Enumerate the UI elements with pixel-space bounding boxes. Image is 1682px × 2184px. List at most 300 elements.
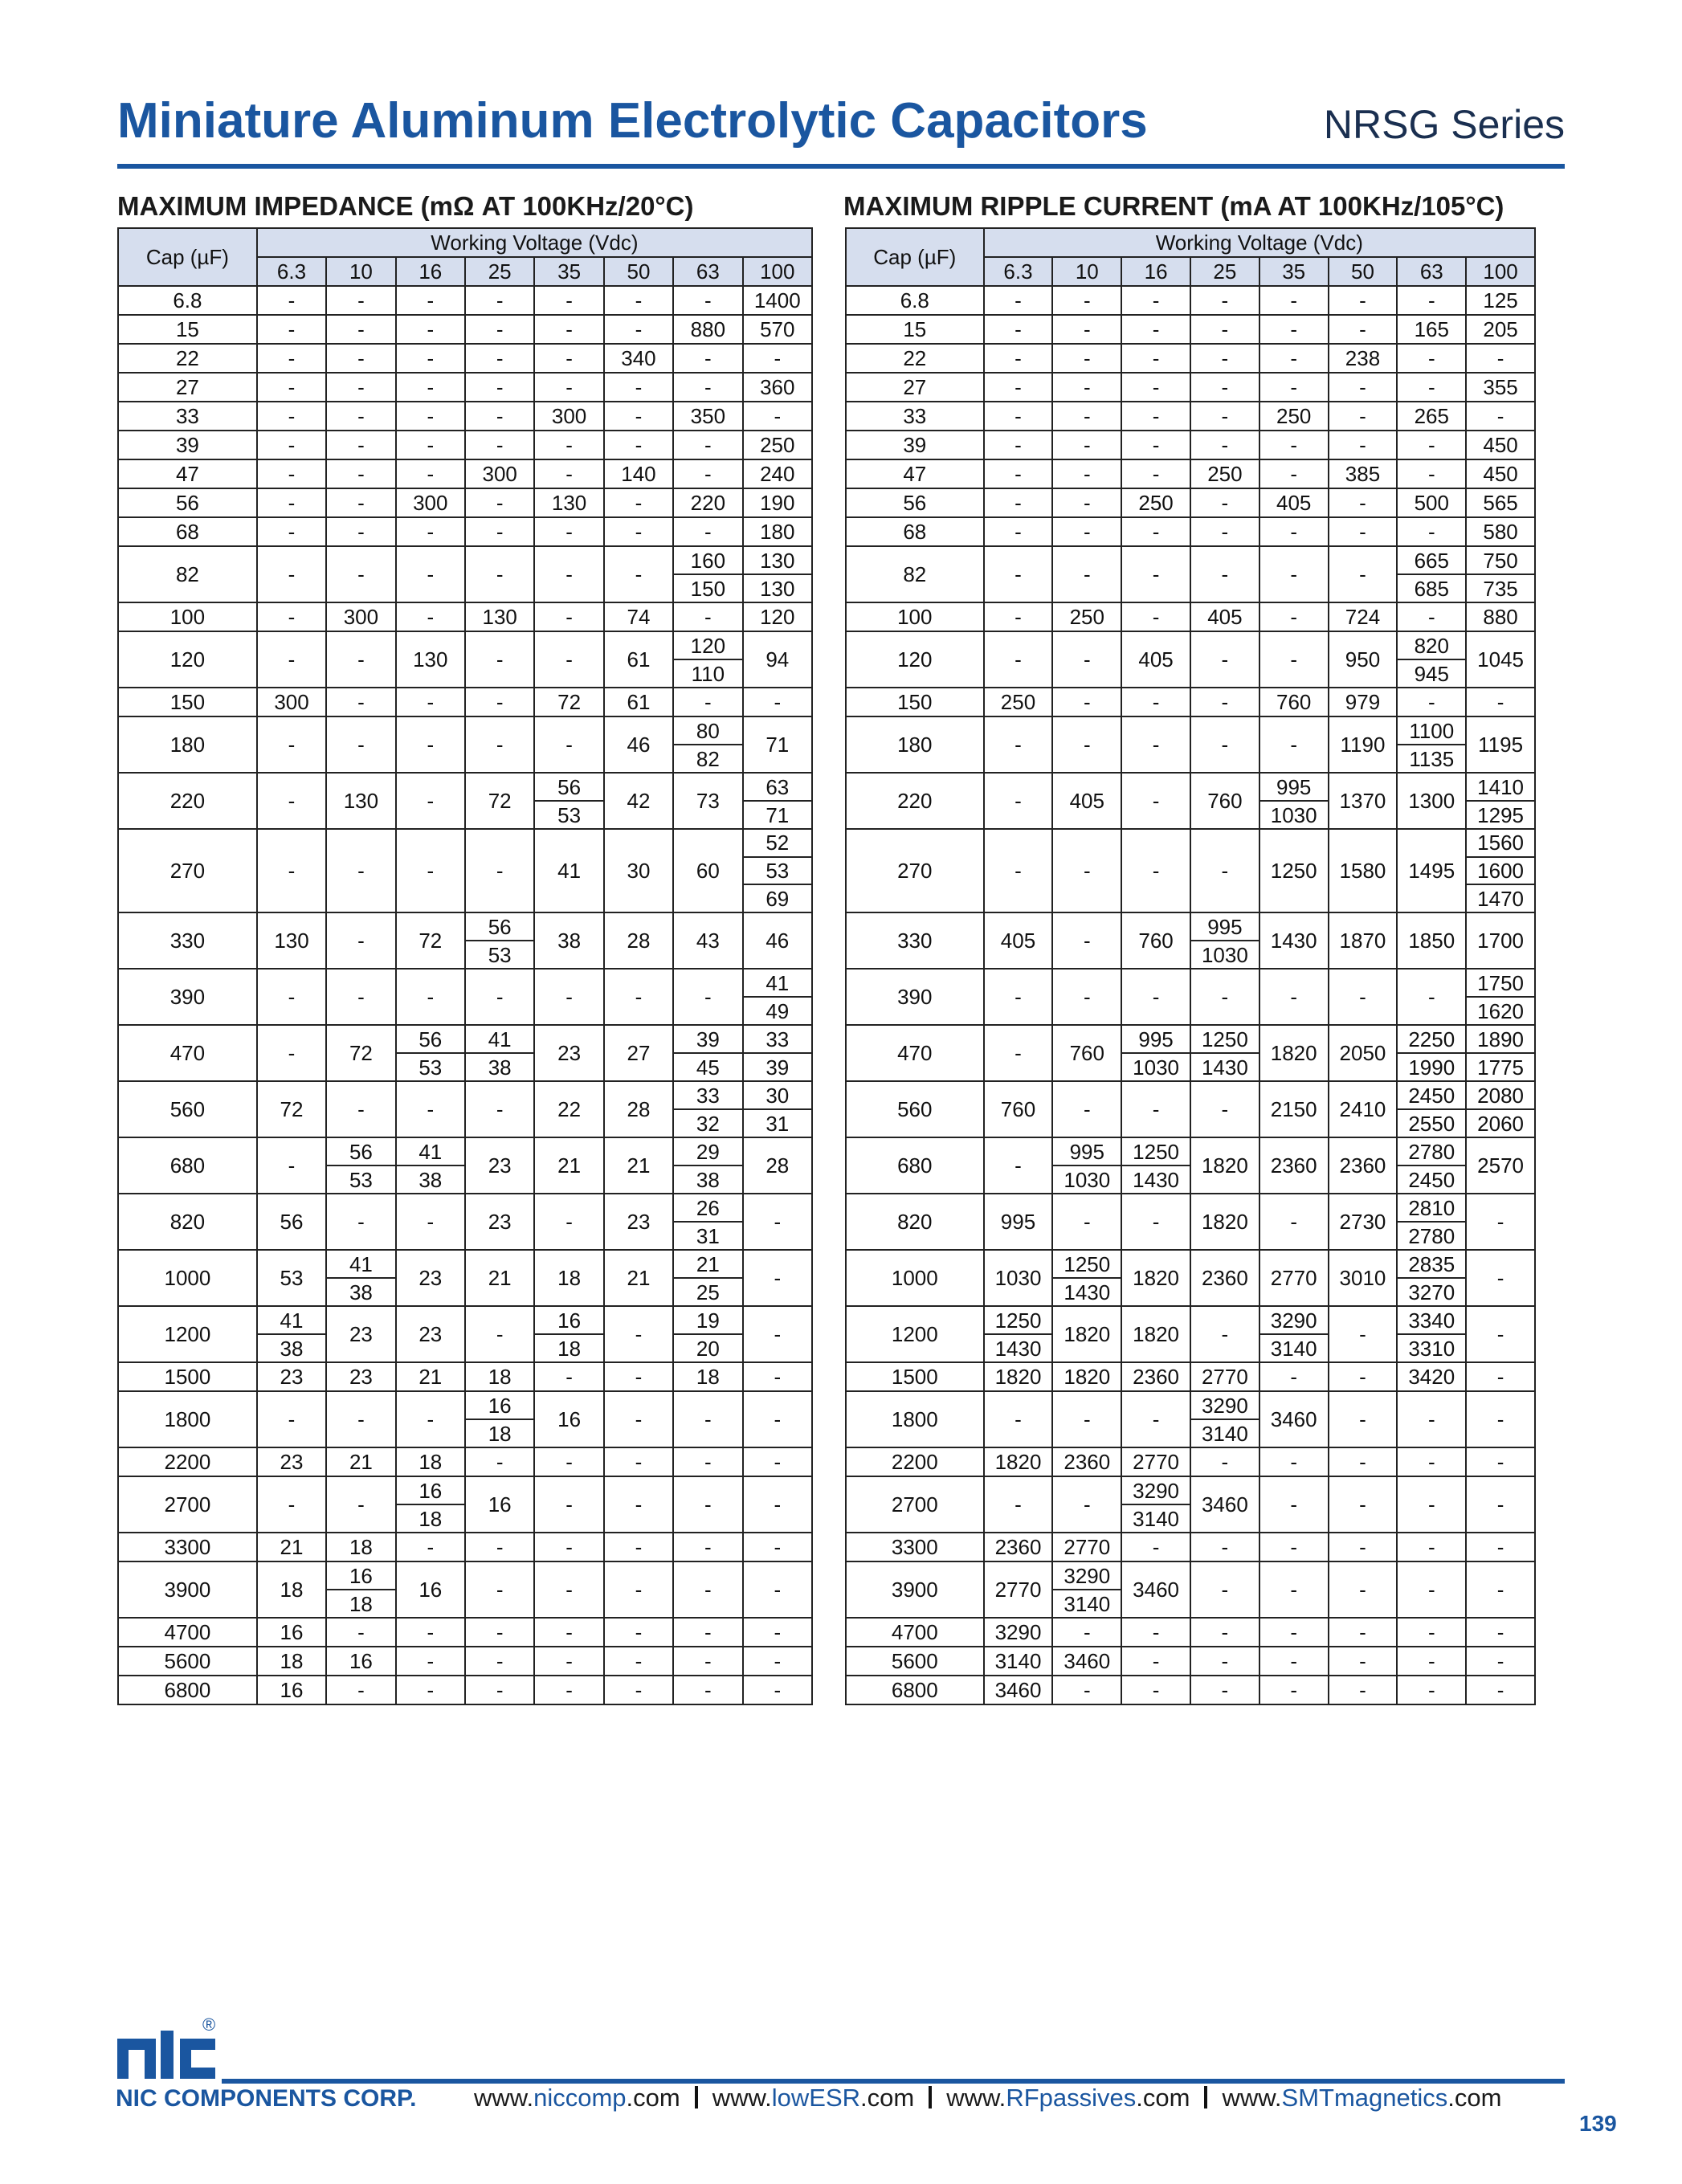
table-cell — [1052, 1250, 1121, 1306]
table-cell: - — [326, 969, 395, 1025]
table-cell: 2770 — [984, 1561, 1053, 1618]
table-cell: 94 — [743, 631, 812, 688]
table-row — [846, 1194, 1535, 1250]
table-cell: - — [1259, 517, 1329, 546]
table-cell: - — [1259, 1618, 1329, 1647]
table-cell: 18 — [673, 1362, 742, 1391]
table-cell: - — [743, 1250, 812, 1306]
table-cell: 1300 — [1397, 773, 1466, 829]
table-cell: - — [1329, 431, 1398, 459]
cap-header: Cap (µF) — [846, 228, 984, 286]
cap-value: 68 — [846, 517, 984, 546]
table-cell — [1190, 1391, 1259, 1447]
table-cell: - — [1466, 1250, 1535, 1306]
cap-value: 6800 — [846, 1676, 984, 1704]
table-subcell: 3140 — [1191, 1419, 1259, 1447]
table-cell: - — [1259, 1533, 1329, 1561]
table-subcell: 30 — [765, 1083, 790, 1108]
voltage-header: 25 — [465, 257, 534, 286]
table-cell: - — [984, 373, 1053, 402]
table-cell: 23 — [257, 1362, 326, 1391]
table-cell — [465, 912, 534, 969]
table-cell: 1850 — [1397, 912, 1466, 969]
table-cell — [673, 546, 742, 602]
table-row — [118, 602, 812, 631]
table-cell: - — [1259, 431, 1329, 459]
table-cell: - — [1397, 1391, 1466, 1447]
table-cell: - — [1190, 969, 1259, 1025]
table-cell: - — [465, 1306, 534, 1362]
table-subcell: 1430 — [1053, 1277, 1121, 1305]
cap-value: 3300 — [846, 1533, 984, 1561]
table-cell: - — [1052, 517, 1121, 546]
table-cell: - — [1329, 517, 1398, 546]
table-cell: - — [1466, 688, 1535, 716]
table-cell: 23 — [396, 1250, 465, 1306]
table-cell: - — [396, 402, 465, 431]
page-number: 139 — [1579, 2111, 1617, 2136]
table-row — [118, 1194, 812, 1250]
table-subcell: 2780 — [1408, 1139, 1455, 1164]
cap-value: 1000 — [846, 1250, 984, 1306]
table-cell: - — [326, 1476, 395, 1533]
cap-value: 82 — [846, 546, 984, 602]
table-cell: - — [396, 773, 465, 829]
table-cell: - — [1121, 773, 1190, 829]
table-cell: - — [673, 1533, 742, 1561]
table-row — [846, 373, 1535, 402]
table-cell: - — [1329, 488, 1398, 517]
table-cell: 1195 — [1466, 716, 1535, 773]
table-cell: - — [1052, 1194, 1121, 1250]
table-cell: - — [257, 829, 326, 912]
registered-mark: ® — [202, 2015, 216, 2035]
table-cell — [673, 1194, 742, 1250]
footer-link-lowesr[interactable] — [712, 2084, 915, 2112]
voltage-header: 10 — [326, 257, 395, 286]
cap-value: 680 — [846, 1137, 984, 1194]
table-cell: - — [1052, 1676, 1121, 1704]
table-row — [118, 1618, 812, 1647]
table-cell: - — [396, 546, 465, 602]
table-cell: 61 — [604, 631, 673, 688]
table-cell: 21 — [396, 1362, 465, 1391]
table-cell: - — [1052, 315, 1121, 344]
footer-link-smtmagnetics[interactable] — [1222, 2084, 1501, 2112]
table-cell: - — [743, 1647, 812, 1676]
table-cell: 250 — [1259, 402, 1329, 431]
table-cell: 23 — [465, 1194, 534, 1250]
table-subcell: 1620 — [1467, 996, 1534, 1024]
table-row — [118, 517, 812, 546]
table-cell: 2410 — [1329, 1081, 1398, 1137]
table-cell: - — [1329, 286, 1398, 315]
table-cell: 130 — [465, 602, 534, 631]
cap-value: 560 — [846, 1081, 984, 1137]
table-subcell: 685 — [1398, 574, 1465, 602]
cap-value: 22 — [118, 344, 257, 373]
table-cell: - — [1259, 1447, 1329, 1476]
table-cell: - — [1329, 1306, 1398, 1362]
table-cell: - — [534, 631, 603, 688]
table-cell: - — [984, 402, 1053, 431]
table-cell: - — [673, 969, 742, 1025]
table-cell: 1820 — [984, 1362, 1053, 1391]
table-cell: - — [534, 373, 603, 402]
table-cell: - — [984, 1025, 1053, 1081]
table-cell: 23 — [257, 1447, 326, 1476]
table-cell: - — [257, 716, 326, 773]
table-cell: - — [1190, 1676, 1259, 1704]
table-cell: - — [1052, 969, 1121, 1025]
table-cell: - — [1259, 1676, 1329, 1704]
table-cell: - — [326, 829, 395, 912]
table-subcell: 41 — [765, 970, 790, 995]
table-cell: - — [1121, 716, 1190, 773]
table-cell: - — [326, 459, 395, 488]
table-cell: 1870 — [1329, 912, 1398, 969]
table-cell: 240 — [743, 459, 812, 488]
table-cell: 3420 — [1397, 1362, 1466, 1391]
table-cell: - — [534, 1476, 603, 1533]
table-cell: - — [257, 459, 326, 488]
table-subcell: 82 — [674, 744, 741, 772]
table-row — [846, 1561, 1535, 1618]
table-cell: - — [1466, 1447, 1535, 1476]
table-cell: - — [604, 546, 673, 602]
table-cell: - — [1466, 1391, 1535, 1447]
table-cell: 2360 — [1052, 1447, 1121, 1476]
table-row — [118, 373, 812, 402]
table-subcell: 19 — [696, 1308, 720, 1333]
table-cell: - — [396, 1533, 465, 1561]
table-cell: 2770 — [1121, 1447, 1190, 1476]
table-cell: - — [1466, 1362, 1535, 1391]
table-row — [118, 1561, 812, 1618]
table-cell: - — [984, 286, 1053, 315]
table-cell: 28 — [604, 912, 673, 969]
table-cell — [743, 1081, 812, 1137]
table-cell: - — [396, 969, 465, 1025]
table-subcell: 39 — [696, 1027, 720, 1051]
table-cell: - — [1190, 1306, 1259, 1362]
table-cell: - — [604, 517, 673, 546]
cap-value: 220 — [846, 773, 984, 829]
table-cell — [673, 1250, 742, 1306]
table-cell: - — [465, 344, 534, 373]
table-cell: - — [465, 517, 534, 546]
table-cell: - — [326, 716, 395, 773]
table-cell: - — [1052, 344, 1121, 373]
cap-value: 33 — [118, 402, 257, 431]
table-cell: - — [1329, 1618, 1398, 1647]
cap-value: 3300 — [118, 1533, 257, 1561]
link-suffix: .com — [1136, 2084, 1190, 2112]
table-cell: - — [673, 459, 742, 488]
cap-value: 820 — [846, 1194, 984, 1250]
table-cell: - — [1190, 402, 1259, 431]
table-cell: - — [1121, 602, 1190, 631]
table-cell: - — [326, 1391, 395, 1447]
table-cell: - — [396, 344, 465, 373]
table-row — [846, 286, 1535, 315]
table-cell: - — [465, 1647, 534, 1676]
table-cell: - — [465, 829, 534, 912]
table-subcell: 38 — [327, 1277, 394, 1305]
cap-value: 5600 — [118, 1647, 257, 1676]
table-subcell: 63 — [765, 774, 790, 799]
table-subcell: 41 — [280, 1308, 304, 1333]
cap-value: 15 — [118, 315, 257, 344]
table-subcell: 2550 — [1398, 1108, 1465, 1137]
cap-value: 22 — [846, 344, 984, 373]
working-voltage-header: Working Voltage (Vdc) — [257, 228, 812, 257]
table-subcell: 16 — [488, 1393, 512, 1418]
table-cell: - — [673, 344, 742, 373]
table-cell: - — [1190, 688, 1259, 716]
table-subcell: 18 — [327, 1589, 394, 1617]
footer-link-niccomp[interactable] — [474, 2084, 680, 2112]
table-cell: - — [257, 344, 326, 373]
table-cell: 2360 — [1121, 1362, 1190, 1391]
table-cell: - — [1259, 1476, 1329, 1533]
table-cell: 1700 — [1466, 912, 1535, 969]
table-cell: 71 — [743, 716, 812, 773]
table-cell: - — [1259, 1362, 1329, 1391]
table-cell: - — [534, 1561, 603, 1618]
table-cell: - — [673, 517, 742, 546]
table-row — [118, 773, 812, 829]
table-cell — [257, 1306, 326, 1362]
footer-link-rfpassives[interactable] — [946, 2084, 1190, 2112]
table-cell: - — [984, 431, 1053, 459]
link-suffix: .com — [626, 2084, 680, 2112]
table-cell: - — [396, 459, 465, 488]
link-highlight: lowESR — [771, 2084, 861, 2112]
table-cell: - — [1329, 315, 1398, 344]
cap-value: 3900 — [846, 1561, 984, 1618]
voltage-header: 50 — [1329, 257, 1398, 286]
table-cell: - — [534, 344, 603, 373]
table-cell: - — [1397, 1561, 1466, 1618]
table-row — [118, 1306, 812, 1362]
table-cell — [673, 716, 742, 773]
table-row — [118, 459, 812, 488]
table-cell: 16 — [257, 1676, 326, 1704]
table-cell — [673, 1081, 742, 1137]
table-subcell: 1890 — [1477, 1027, 1524, 1051]
table-cell — [326, 1250, 395, 1306]
table-subcell: 1750 — [1477, 970, 1524, 995]
table-cell: 3140 — [984, 1647, 1053, 1676]
table-subcell: 3140 — [1122, 1504, 1190, 1532]
table-subcell: 29 — [696, 1139, 720, 1164]
table-cell: - — [1329, 969, 1398, 1025]
table-cell: - — [1121, 517, 1190, 546]
table-cell: - — [1052, 402, 1121, 431]
cap-value: 470 — [118, 1025, 257, 1081]
table-cell: - — [1397, 1647, 1466, 1676]
table-cell: - — [1052, 688, 1121, 716]
table-cell: 405 — [1190, 602, 1259, 631]
table-cell — [1397, 1194, 1466, 1250]
table-cell: - — [984, 716, 1053, 773]
table-cell: - — [534, 716, 603, 773]
table-cell: - — [534, 546, 603, 602]
table-row — [846, 1447, 1535, 1476]
table-subcell: 120 — [690, 633, 726, 658]
table-cell: - — [984, 602, 1053, 631]
table-cell: 405 — [1121, 631, 1190, 688]
table-cell: 385 — [1329, 459, 1398, 488]
table-cell: - — [604, 1618, 673, 1647]
table-subcell: 38 — [674, 1165, 741, 1193]
table-row — [846, 344, 1535, 373]
cap-value: 6.8 — [846, 286, 984, 315]
table-cell: 23 — [604, 1194, 673, 1250]
table-cell: 3460 — [1052, 1647, 1121, 1676]
table-cell — [396, 1025, 465, 1081]
table-row — [118, 1647, 812, 1676]
table-cell: - — [1397, 1533, 1466, 1561]
table-cell: 1820 — [1190, 1137, 1259, 1194]
table-cell: - — [1052, 286, 1121, 315]
table-cell: 1045 — [1466, 631, 1535, 688]
table-cell: 53 — [257, 1250, 326, 1306]
table-cell: - — [1121, 1391, 1190, 1447]
table-cell: - — [396, 1081, 465, 1137]
table-row — [846, 1647, 1535, 1676]
table-subcell: 52 — [765, 831, 790, 855]
table-cell: - — [1190, 1533, 1259, 1561]
table-subcell: 1100 — [1409, 718, 1455, 743]
table-cell: 300 — [396, 488, 465, 517]
table-row — [118, 688, 812, 716]
table-subcell: 3340 — [1408, 1308, 1455, 1333]
table-row — [118, 315, 812, 344]
table-cell: - — [1052, 546, 1121, 602]
table-cell: 3460 — [1190, 1476, 1259, 1533]
table-cell: - — [326, 1618, 395, 1647]
table-cell: 1030 — [984, 1250, 1053, 1306]
cap-value: 5600 — [846, 1647, 984, 1676]
table-cell: - — [1466, 1306, 1535, 1362]
table-row — [846, 1476, 1535, 1533]
cap-value: 2200 — [118, 1447, 257, 1476]
table-cell: - — [396, 829, 465, 912]
table-subcell: 53 — [327, 1165, 394, 1193]
table-cell: - — [257, 969, 326, 1025]
table-cell: - — [1052, 716, 1121, 773]
table-row — [846, 1250, 1535, 1306]
table-cell: 1820 — [1052, 1306, 1121, 1362]
link-highlight: niccomp — [533, 2084, 627, 2112]
table-cell: - — [1259, 1194, 1329, 1250]
table-cell: 3290 — [984, 1618, 1053, 1647]
table-subcell: 1430 — [1122, 1165, 1190, 1193]
table-cell: - — [465, 1081, 534, 1137]
table-cell: - — [604, 402, 673, 431]
table-row — [118, 402, 812, 431]
table-cell: - — [465, 1533, 534, 1561]
table-cell: - — [743, 1306, 812, 1362]
table-cell: - — [465, 631, 534, 688]
table-subcell: 3290 — [1133, 1478, 1179, 1503]
table-cell: - — [743, 1194, 812, 1250]
link-suffix: .com — [1447, 2084, 1502, 2112]
table-cell: - — [1466, 402, 1535, 431]
table-cell: 1820 — [1121, 1250, 1190, 1306]
table-cell: 180 — [743, 517, 812, 546]
table-cell: - — [1329, 1533, 1398, 1561]
cap-value: 270 — [118, 829, 257, 912]
table-cell: 1495 — [1397, 829, 1466, 912]
table-subcell: 39 — [744, 1052, 811, 1080]
table-row — [846, 969, 1535, 1025]
table-subcell: 56 — [557, 774, 582, 799]
table-subcell: 1430 — [985, 1333, 1052, 1361]
table-cell: - — [1259, 969, 1329, 1025]
table-cell: 760 — [984, 1081, 1053, 1137]
table-subcell: 1030 — [1122, 1052, 1190, 1080]
table-cell: 405 — [1052, 773, 1121, 829]
table-cell: - — [534, 431, 603, 459]
table-cell: 41 — [534, 829, 603, 912]
table-cell: 72 — [534, 688, 603, 716]
table-cell: 2360 — [1190, 1250, 1259, 1306]
voltage-header: 16 — [396, 257, 465, 286]
table-subcell: 1030 — [1053, 1165, 1121, 1193]
table-cell: - — [984, 1137, 1053, 1194]
table-cell: - — [1190, 1618, 1259, 1647]
table-subcell: 2250 — [1408, 1027, 1455, 1051]
table-cell: 22 — [534, 1081, 603, 1137]
table-cell: - — [326, 344, 395, 373]
table-subcell: 130 — [744, 574, 811, 602]
cap-value: 680 — [118, 1137, 257, 1194]
table-subcell: 2780 — [1398, 1221, 1465, 1249]
table-cell: - — [604, 286, 673, 315]
table-row — [118, 829, 812, 912]
table-cell: 130 — [534, 488, 603, 517]
table-cell: - — [1329, 1561, 1398, 1618]
table-cell: - — [465, 402, 534, 431]
table-cell: - — [1397, 431, 1466, 459]
table-subcell: 1250 — [994, 1308, 1042, 1333]
table-cell: - — [1052, 459, 1121, 488]
table-cell: 1400 — [743, 286, 812, 315]
table-cell: - — [257, 431, 326, 459]
cap-value: 1800 — [118, 1391, 257, 1447]
table-cell: - — [1259, 716, 1329, 773]
table-cell: 21 — [604, 1137, 673, 1194]
table-cell: - — [1121, 373, 1190, 402]
table-cell: 1250 — [1259, 829, 1329, 912]
table-cell: - — [1397, 1476, 1466, 1533]
table-row — [118, 488, 812, 517]
table-row — [118, 1391, 812, 1447]
cap-value: 180 — [118, 716, 257, 773]
table-cell: - — [396, 716, 465, 773]
table-subcell: 3290 — [1201, 1393, 1248, 1418]
impedance-table — [117, 227, 813, 1705]
table-row — [118, 1250, 812, 1306]
table-row — [846, 1306, 1535, 1362]
table-cell: 3460 — [1121, 1561, 1190, 1618]
table-cell: 16 — [465, 1476, 534, 1533]
table-cell: - — [396, 1194, 465, 1250]
table-row — [118, 631, 812, 688]
